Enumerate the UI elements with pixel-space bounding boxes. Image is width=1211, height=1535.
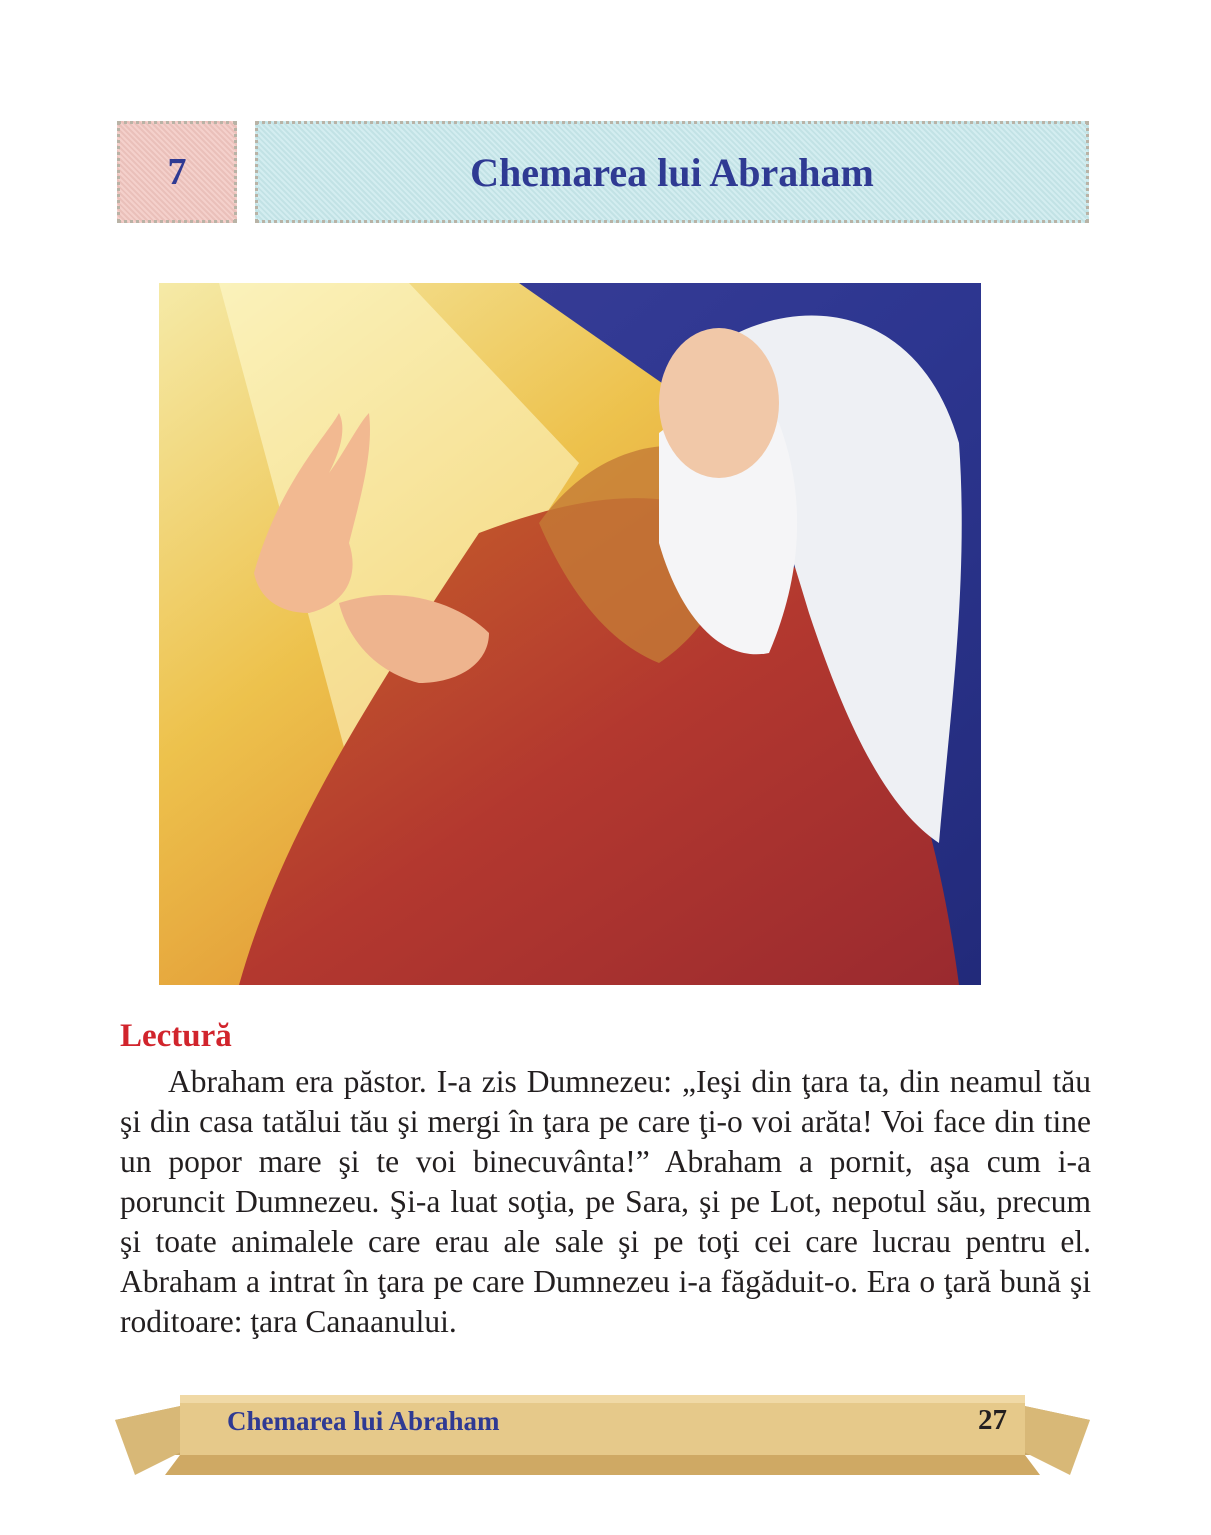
lesson-title-box [255, 121, 1089, 223]
lesson-number-box [117, 121, 237, 223]
page-number: 27 [978, 1404, 1007, 1436]
footer-title: Chemarea lui Abraham [227, 1406, 500, 1436]
section-heading: Lectură [120, 1018, 232, 1054]
abraham-illustration [159, 283, 981, 985]
reading-text: Abraham era păstor. I-a zis Dumnezeu: „Ieşi din ţara ta, din neamul tău şi din casa tatălui tău şi mergi în ţara pe care ţi-o voi arăta! Voi face din tine un popor mare şi te voi binecuvânta!” Abraham a pornit, aşa cum i-a poruncit Dumnezeu. Şi-a luat soţia, pe Sara, şi pe Lot, nepotul său, precum şi toate animalele care erau ale sale şi pe toţi cei care lucrau pentru el. Abraham a intrat în ţara pe care Dumnezeu i-a făgăduit-o. Era o ţară bună şi roditoare: ţara Canaanului. [120, 1064, 1091, 1339]
lesson-number: 7 [167, 151, 187, 193]
lesson-title: Chemarea lui Abraham [470, 149, 874, 195]
